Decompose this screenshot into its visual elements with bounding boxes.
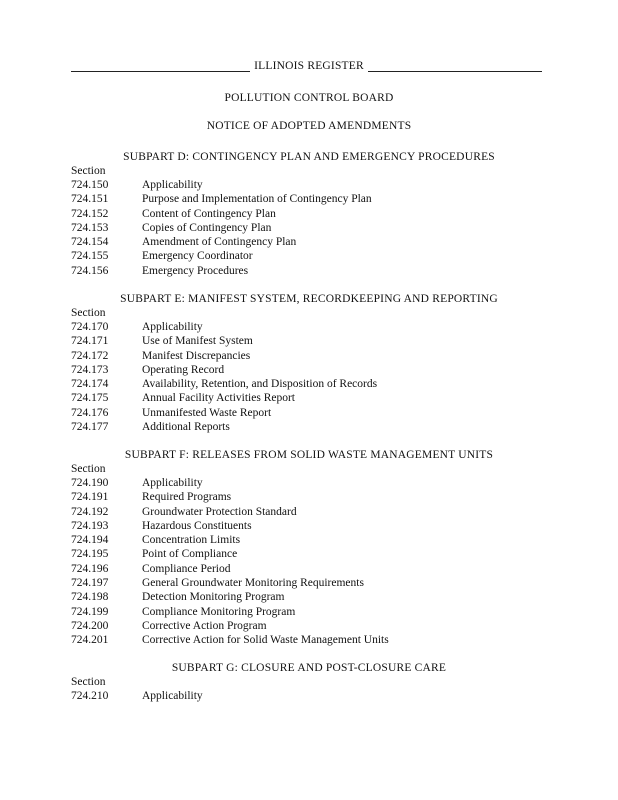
toc-row bbox=[71, 562, 591, 576]
toc-row bbox=[71, 505, 591, 519]
section-title: Manifest Discrepancies bbox=[142, 349, 251, 362]
section-number: 724.199 bbox=[71, 605, 109, 618]
section-title: Emergency Coordinator bbox=[142, 250, 253, 263]
register-header bbox=[0, 60, 618, 72]
section-number: 724.197 bbox=[71, 577, 109, 590]
subpart-title: SUBPART G: CLOSURE AND POST-CLOSURE CARE bbox=[171, 662, 447, 674]
section-number: 724.191 bbox=[71, 491, 109, 504]
subpart-d bbox=[71, 150, 591, 278]
section-title: Hazardous Constituents bbox=[142, 519, 252, 532]
section-title: Corrective Action for Solid Waste Management Units bbox=[142, 634, 389, 647]
toc-row bbox=[71, 519, 591, 533]
toc-row bbox=[71, 207, 591, 221]
toc-row bbox=[71, 334, 591, 348]
toc-row bbox=[71, 391, 591, 405]
toc-row bbox=[71, 476, 591, 490]
section-title: Copies of Contingency Plan bbox=[142, 221, 272, 234]
toc-row bbox=[71, 406, 591, 420]
section-number: 724.200 bbox=[71, 619, 109, 632]
toc-row bbox=[71, 547, 591, 561]
section-number: 724.176 bbox=[71, 406, 109, 419]
section-number: 724.190 bbox=[71, 477, 109, 489]
section-title: Additional Reports bbox=[142, 421, 230, 434]
section-title: Content of Contingency Plan bbox=[142, 207, 276, 220]
toc-row bbox=[71, 221, 591, 235]
toc-row bbox=[71, 264, 591, 278]
toc-row bbox=[71, 320, 591, 334]
section-number: 724.173 bbox=[71, 363, 109, 376]
section-number: 724.174 bbox=[71, 378, 109, 391]
section-label: Section bbox=[71, 676, 106, 688]
toc-row bbox=[71, 590, 591, 604]
toc-row bbox=[71, 377, 591, 391]
toc-row bbox=[71, 178, 591, 192]
section-number: 724.201 bbox=[71, 634, 109, 647]
section-number: 724.195 bbox=[71, 548, 109, 561]
subpart-f bbox=[71, 448, 591, 648]
section-title: Availability, Retention, and Disposition of Records bbox=[142, 378, 378, 391]
section-number: 724.210 bbox=[71, 690, 109, 702]
toc-row bbox=[71, 605, 591, 619]
section-number: 724.198 bbox=[71, 591, 109, 604]
section-number: 724.170 bbox=[71, 321, 109, 333]
section-title: Applicability bbox=[142, 690, 203, 702]
toc-row bbox=[71, 235, 591, 249]
section-title: Point of Compliance bbox=[142, 548, 238, 561]
section-title: Compliance Monitoring Program bbox=[142, 605, 296, 618]
section-number: 724.177 bbox=[71, 421, 109, 434]
toc-row bbox=[71, 633, 591, 647]
section-title: Groundwater Protection Standard bbox=[142, 505, 297, 518]
toc-row bbox=[71, 363, 591, 377]
toc-row bbox=[71, 349, 591, 363]
toc-row bbox=[71, 576, 591, 590]
toc-row bbox=[71, 533, 591, 547]
toc-row bbox=[71, 619, 591, 633]
section-title: Applicability bbox=[142, 179, 203, 191]
toc-row bbox=[71, 192, 591, 206]
section-label: Section bbox=[71, 463, 106, 475]
section-title: General Groundwater Monitoring Requirements bbox=[142, 577, 364, 590]
section-number: 724.196 bbox=[71, 562, 109, 575]
section-title: Compliance Period bbox=[142, 562, 231, 575]
section-label: Section bbox=[71, 165, 106, 177]
section-label: Section bbox=[71, 307, 106, 319]
section-number: 724.192 bbox=[71, 505, 109, 518]
section-title: Concentration Limits bbox=[142, 534, 241, 547]
section-title: Purpose and Implementation of Contingency Plan bbox=[142, 193, 372, 206]
section-title: Applicability bbox=[142, 477, 203, 489]
section-title: Unmanifested Waste Report bbox=[142, 406, 272, 419]
section-title: Applicability bbox=[142, 321, 203, 333]
section-title: Annual Facility Activities Report bbox=[142, 392, 295, 405]
section-number: 724.194 bbox=[71, 534, 109, 547]
section-title: Required Programs bbox=[142, 491, 232, 504]
toc-row bbox=[71, 689, 591, 703]
section-number: 724.156 bbox=[71, 264, 109, 277]
section-title: Amendment of Contingency Plan bbox=[142, 236, 297, 249]
section-number: 724.155 bbox=[71, 250, 109, 263]
section-title: Use of Manifest System bbox=[142, 335, 253, 348]
section-number: 724.150 bbox=[71, 179, 109, 191]
section-number: 724.175 bbox=[71, 392, 109, 405]
notice-title: NOTICE OF ADOPTED AMENDMENTS bbox=[206, 120, 412, 132]
subpart-g bbox=[71, 661, 591, 703]
section-number: 724.153 bbox=[71, 221, 109, 234]
section-number: 724.154 bbox=[71, 236, 109, 249]
toc-row bbox=[71, 490, 591, 504]
board-title: POLLUTION CONTROL BOARD bbox=[224, 92, 394, 104]
section-number: 724.152 bbox=[71, 207, 109, 220]
section-title: Emergency Procedures bbox=[142, 264, 249, 277]
section-number: 724.193 bbox=[71, 519, 109, 532]
section-title: Detection Monitoring Program bbox=[142, 591, 285, 604]
toc-row bbox=[71, 249, 591, 263]
section-number: 724.172 bbox=[71, 349, 109, 362]
subpart-e bbox=[71, 292, 591, 434]
register-title: ILLINOIS REGISTER bbox=[250, 60, 368, 72]
section-number: 724.151 bbox=[71, 193, 109, 206]
section-title: Corrective Action Program bbox=[142, 619, 267, 632]
toc-row bbox=[71, 420, 591, 434]
subpart-title: SUBPART D: CONTINGENCY PLAN AND EMERGENCY PROCEDURES bbox=[123, 151, 495, 163]
section-title: Operating Record bbox=[142, 363, 225, 376]
subpart-title: SUBPART E: MANIFEST SYSTEM, RECORDKEEPING AND REPORTING bbox=[120, 293, 498, 305]
section-number: 724.171 bbox=[71, 335, 109, 348]
subpart-title: SUBPART F: RELEASES FROM SOLID WASTE MANAGEMENT UNITS bbox=[124, 449, 494, 461]
